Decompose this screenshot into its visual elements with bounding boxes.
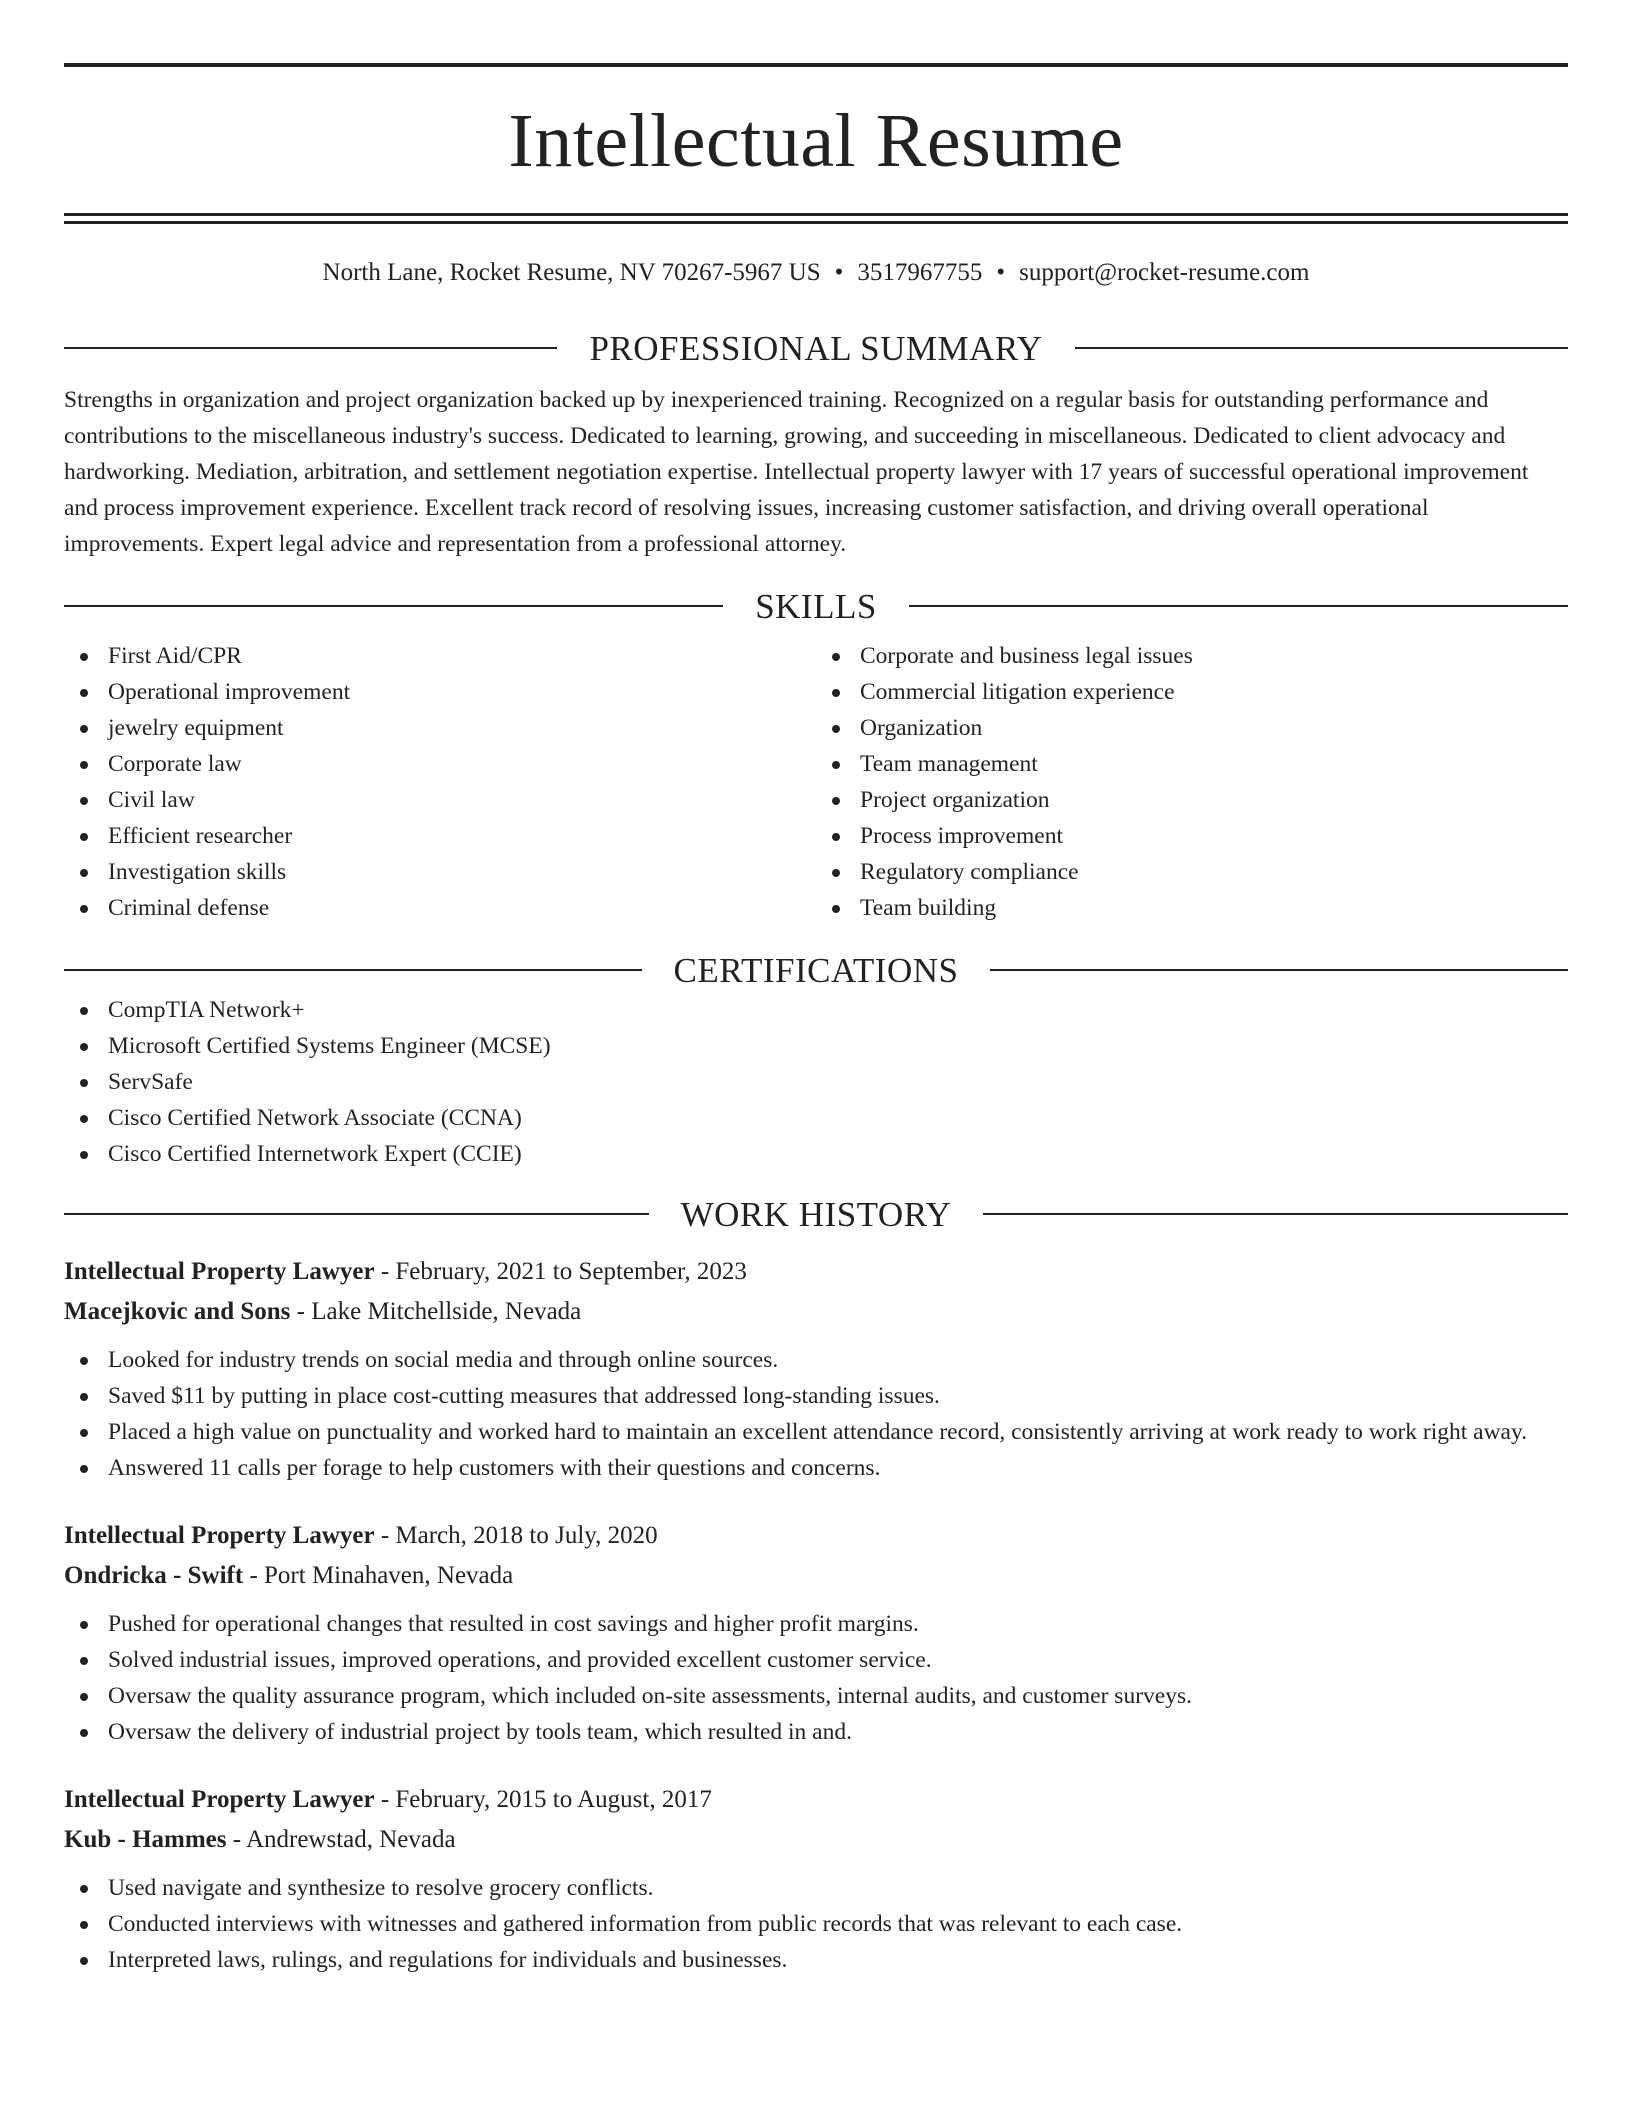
- skill-item: Organization: [816, 710, 1568, 746]
- job-title: Intellectual Property Lawyer: [64, 1786, 375, 1813]
- job-bullets: [64, 1870, 1568, 1978]
- skill-item: Commercial litigation experience: [816, 674, 1568, 710]
- job-title-line: [64, 1252, 1568, 1292]
- certification-item: Microsoft Certified Systems Engineer (MCSE): [64, 1028, 1568, 1064]
- job-bullet: Looked for industry trends on social media and through online sources.: [64, 1342, 1568, 1378]
- skill-item: Civil law: [64, 782, 816, 818]
- skill-item: Process improvement: [816, 818, 1568, 854]
- certifications-list: [64, 992, 1568, 1172]
- job-bullets: [64, 1342, 1568, 1486]
- job-title: Intellectual Property Lawyer: [64, 1522, 375, 1549]
- job-company: Kub - Hammes: [64, 1826, 227, 1853]
- contact-line: [64, 260, 1568, 286]
- contact-separator: •: [834, 259, 844, 286]
- heading-rule: [64, 605, 723, 607]
- job-entry: [64, 1252, 1568, 1486]
- job-dates: - February, 2015 to August, 2017: [374, 1786, 712, 1813]
- section-heading-skills: [64, 584, 1568, 628]
- job-bullet: Answered 11 calls per forage to help customers with their questions and concerns.: [64, 1450, 1568, 1486]
- job-title-line: [64, 1516, 1568, 1556]
- heading-rule: [64, 969, 642, 971]
- section-heading-certifications: [64, 948, 1568, 992]
- section-title: CERTIFICATIONS: [673, 950, 959, 990]
- section-title: PROFESSIONAL SUMMARY: [589, 328, 1043, 368]
- job-dates: - February, 2021 to September, 2023: [374, 1258, 747, 1285]
- job-company: Ondricka - Swift: [64, 1562, 244, 1589]
- heading-rule: [983, 1213, 1568, 1215]
- job-location: - Port Minahaven, Nevada: [243, 1562, 514, 1589]
- skill-item: Investigation skills: [64, 854, 816, 890]
- job-bullet: Interpreted laws, rulings, and regulations for individuals and businesses.: [64, 1942, 1568, 1978]
- certification-item: Cisco Certified Network Associate (CCNA): [64, 1100, 1568, 1136]
- skill-item: Regulatory compliance: [816, 854, 1568, 890]
- section-heading-summary: [64, 326, 1568, 370]
- job-bullet: Solved industrial issues, improved operations, and provided excellent customer service.: [64, 1642, 1568, 1678]
- resume-title: Intellectual Resume: [508, 99, 1124, 183]
- skill-item: Criminal defense: [64, 890, 816, 926]
- heading-rule: [64, 347, 557, 349]
- job-title: Intellectual Property Lawyer: [64, 1258, 375, 1285]
- certification-item: Cisco Certified Internetwork Expert (CCIE): [64, 1136, 1568, 1172]
- job-bullet: Oversaw the quality assurance program, which included on-site assessments, internal audits, and customer surveys.: [64, 1678, 1568, 1714]
- skill-item: Operational improvement: [64, 674, 816, 710]
- contact-separator: •: [996, 259, 1006, 286]
- top-rule: [64, 63, 1568, 67]
- certification-item: CompTIA Network+: [64, 992, 1568, 1028]
- skills-list-right: [816, 638, 1568, 926]
- skill-item: Corporate law: [64, 746, 816, 782]
- skill-item: First Aid/CPR: [64, 638, 816, 674]
- job-title-line: [64, 1780, 1568, 1820]
- heading-rule: [64, 1213, 649, 1215]
- job-bullet: Placed a high value on punctuality and worked hard to maintain an excellent attendance record, consistently arriving at work ready to work right away.: [64, 1414, 1568, 1450]
- job-location: - Lake Mitchellside, Nevada: [290, 1298, 582, 1325]
- skill-item: Project organization: [816, 782, 1568, 818]
- section-title: WORK HISTORY: [680, 1194, 952, 1234]
- skill-item: Corporate and business legal issues: [816, 638, 1568, 674]
- contact-email: support@rocket-resume.com: [1019, 259, 1310, 286]
- title-double-rule: [64, 213, 1568, 224]
- summary-text: Strengths in organization and project organization backed up by inexperienced training. Recognized on a regular basis for outstanding performance and contributions to the miscellaneous industry's success. Dedicated to learning, growing, and succeeding in miscellaneous. Dedicated to client advocacy and hardworking. Mediation, arbitration, and settlement negotiation expertise. Intellectual property lawyer with 17 years of successful operational improvement and process improvement experience. Excellent track record of resolving issues, increasing customer satisfaction, and driving overall operational improvements. Expert legal advice and representation from a professional attorney.: [64, 387, 1529, 557]
- job-company-line: [64, 1820, 1568, 1860]
- certification-item: ServSafe: [64, 1064, 1568, 1100]
- job-company-line: [64, 1556, 1568, 1596]
- job-entry: [64, 1780, 1568, 1978]
- heading-rule: [990, 969, 1568, 971]
- job-bullets: [64, 1606, 1568, 1750]
- contact-address: North Lane, Rocket Resume, NV 70267-5967 US: [322, 259, 821, 286]
- skill-item: Efficient researcher: [64, 818, 816, 854]
- job-bullet: Used navigate and synthesize to resolve grocery conflicts.: [64, 1870, 1568, 1906]
- skill-item: jewelry equipment: [64, 710, 816, 746]
- skills-list-left: [64, 638, 816, 926]
- job-location: - Andrewstad, Nevada: [226, 1826, 456, 1853]
- skill-item: Team management: [816, 746, 1568, 782]
- job-bullet: Oversaw the delivery of industrial project by tools team, which resulted in and.: [64, 1714, 1568, 1750]
- heading-rule: [909, 605, 1568, 607]
- job-company-line: [64, 1292, 1568, 1332]
- job-bullet: Conducted interviews with witnesses and gathered information from public records that was relevant to each case.: [64, 1906, 1568, 1942]
- job-entry: [64, 1516, 1568, 1750]
- contact-phone: 3517967755: [857, 259, 983, 286]
- job-dates: - March, 2018 to July, 2020: [374, 1522, 658, 1549]
- skill-item: Team building: [816, 890, 1568, 926]
- job-company: Macejkovic and Sons: [64, 1298, 291, 1325]
- job-bullet: Saved $11 by putting in place cost-cutting measures that addressed long-standing issues.: [64, 1378, 1568, 1414]
- resume-page: [64, 63, 1568, 1978]
- section-title: SKILLS: [755, 586, 877, 626]
- heading-rule: [1075, 347, 1568, 349]
- job-bullet: Pushed for operational changes that resulted in cost savings and higher profit margins.: [64, 1606, 1568, 1642]
- skills-grid: [64, 638, 1568, 926]
- section-heading-work-history: [64, 1192, 1568, 1236]
